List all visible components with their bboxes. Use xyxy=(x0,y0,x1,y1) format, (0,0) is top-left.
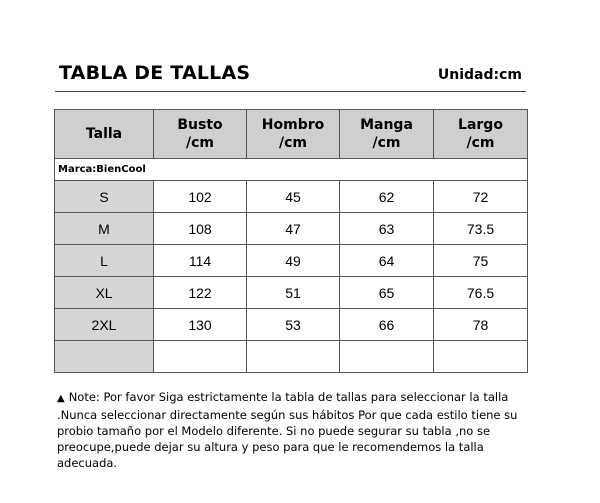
empty-cell xyxy=(55,341,154,373)
largo-cell: 76.5 xyxy=(434,277,528,309)
table-row xyxy=(55,213,528,245)
busto-cell: 130 xyxy=(154,309,247,341)
size-cell: S xyxy=(55,181,154,213)
brand-label: Marca:BienCool xyxy=(55,159,528,181)
table-row xyxy=(55,309,528,341)
title-divider xyxy=(55,91,526,92)
manga-cell: 62 xyxy=(340,181,434,213)
manga-cell: 64 xyxy=(340,245,434,277)
largo-cell: 75 xyxy=(434,245,528,277)
hombro-cell: 51 xyxy=(247,277,340,309)
hombro-cell: 53 xyxy=(247,309,340,341)
table-row xyxy=(55,277,528,309)
header-hombro: Hombro /cm xyxy=(247,110,340,159)
table-row xyxy=(55,245,528,277)
hombro-cell: 45 xyxy=(247,181,340,213)
empty-cell xyxy=(154,341,247,373)
header-manga: Manga /cm xyxy=(340,110,434,159)
empty-cell xyxy=(340,341,434,373)
size-chart-table xyxy=(54,109,528,373)
empty-cell xyxy=(434,341,528,373)
busto-cell: 122 xyxy=(154,277,247,309)
brand-row xyxy=(55,159,528,181)
largo-cell: 73.5 xyxy=(434,213,528,245)
largo-cell: 78 xyxy=(434,309,528,341)
size-note xyxy=(57,389,527,471)
header-talla: Talla xyxy=(55,110,154,159)
manga-cell: 66 xyxy=(340,309,434,341)
size-cell: M xyxy=(55,213,154,245)
table-row xyxy=(55,181,528,213)
manga-cell: 65 xyxy=(340,277,434,309)
largo-cell: 72 xyxy=(434,181,528,213)
empty-cell xyxy=(247,341,340,373)
size-cell: L xyxy=(55,245,154,277)
table-header-row xyxy=(55,110,528,159)
page-title: TABLA DE TALLAS xyxy=(59,62,251,84)
unit-label: Unidad:cm xyxy=(437,67,522,83)
triangle-icon: ▲ xyxy=(57,393,65,404)
manga-cell: 63 xyxy=(340,213,434,245)
busto-cell: 108 xyxy=(154,213,247,245)
empty-row xyxy=(55,341,528,373)
header-busto: Busto /cm xyxy=(154,110,247,159)
busto-cell: 114 xyxy=(154,245,247,277)
note-text: Note: Por favor Siga estrictamente la tabla de tallas para seleccionar la talla .Nunca seleccionar directamente según sus hábitos Por que cada estilo tiene su probio tamaño por el Modelo diferente. Si no puede segurar su tabla ,no se preocupe,puede dejar su altura y peso para que le recomendemos la talla adecuada. xyxy=(57,390,518,470)
header xyxy=(55,62,526,90)
header-largo: Largo /cm xyxy=(434,110,528,159)
hombro-cell: 49 xyxy=(247,245,340,277)
size-cell: XL xyxy=(55,277,154,309)
size-cell: 2XL xyxy=(55,309,154,341)
busto-cell: 102 xyxy=(154,181,247,213)
hombro-cell: 47 xyxy=(247,213,340,245)
